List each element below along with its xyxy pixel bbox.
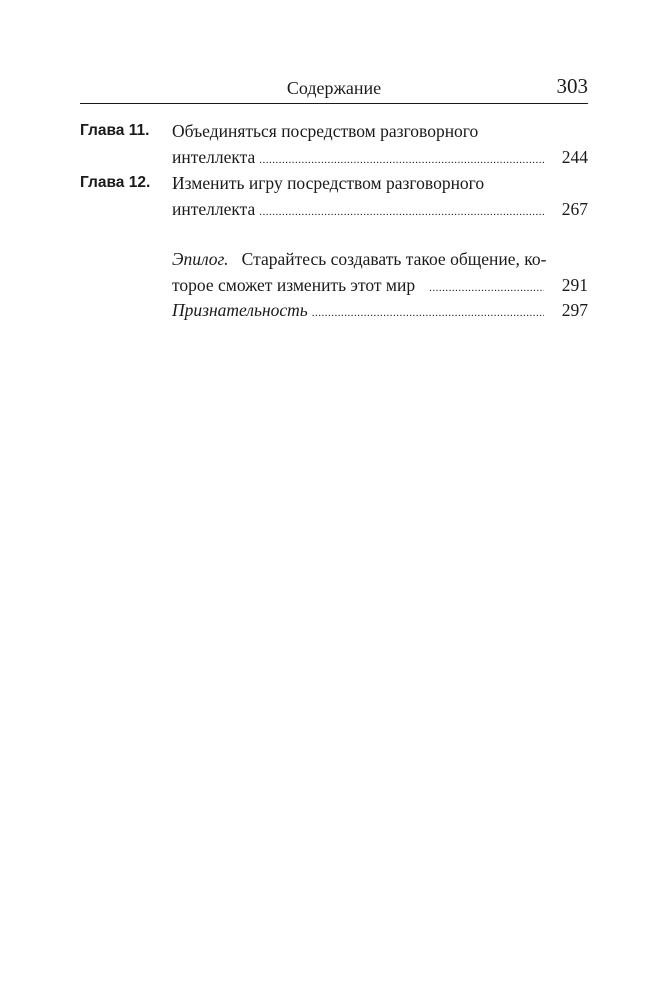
chapter-12-entry-row[interactable]: [172, 196, 588, 222]
chapter-11-page: 244: [561, 147, 588, 167]
epilogue-title-line1: [172, 246, 546, 272]
acknowledgements-page: 297: [561, 300, 588, 320]
running-header: [80, 72, 588, 102]
acknowledgements-label: Признательность: [172, 300, 308, 320]
chapter-11-entry-row[interactable]: [172, 144, 588, 170]
page-title: Содержание: [286, 78, 382, 98]
epilogue-text-line2: торое сможет изменить этот мир: [172, 275, 416, 295]
epilogue-label: Эпилог.: [172, 249, 229, 269]
chapter-11-title-line1: Объединяться посредством разговорного: [172, 121, 479, 141]
chapter-11-title-line2: интеллекта: [172, 147, 256, 167]
chapter-12-title-line2: интеллекта: [172, 199, 256, 219]
dot-leader: [259, 199, 544, 225]
chapter-12-label: Глава 12.: [80, 174, 151, 191]
chapter-12-page: 267: [561, 199, 588, 219]
epilogue-entry-row[interactable]: [172, 272, 588, 298]
dot-leader: [312, 300, 544, 326]
header-divider: [80, 103, 588, 104]
chapter-12-title-line1: Изменить игру посредством разговорного: [172, 173, 485, 193]
acknowledgements-entry-row[interactable]: [172, 297, 588, 323]
chapter-11-label: Глава 11.: [80, 122, 150, 139]
epilogue-text-line1: Старайтесь создавать такое общение, ко-: [241, 249, 547, 269]
epilogue-page: 291: [561, 275, 588, 295]
page-number: 303: [556, 74, 588, 98]
